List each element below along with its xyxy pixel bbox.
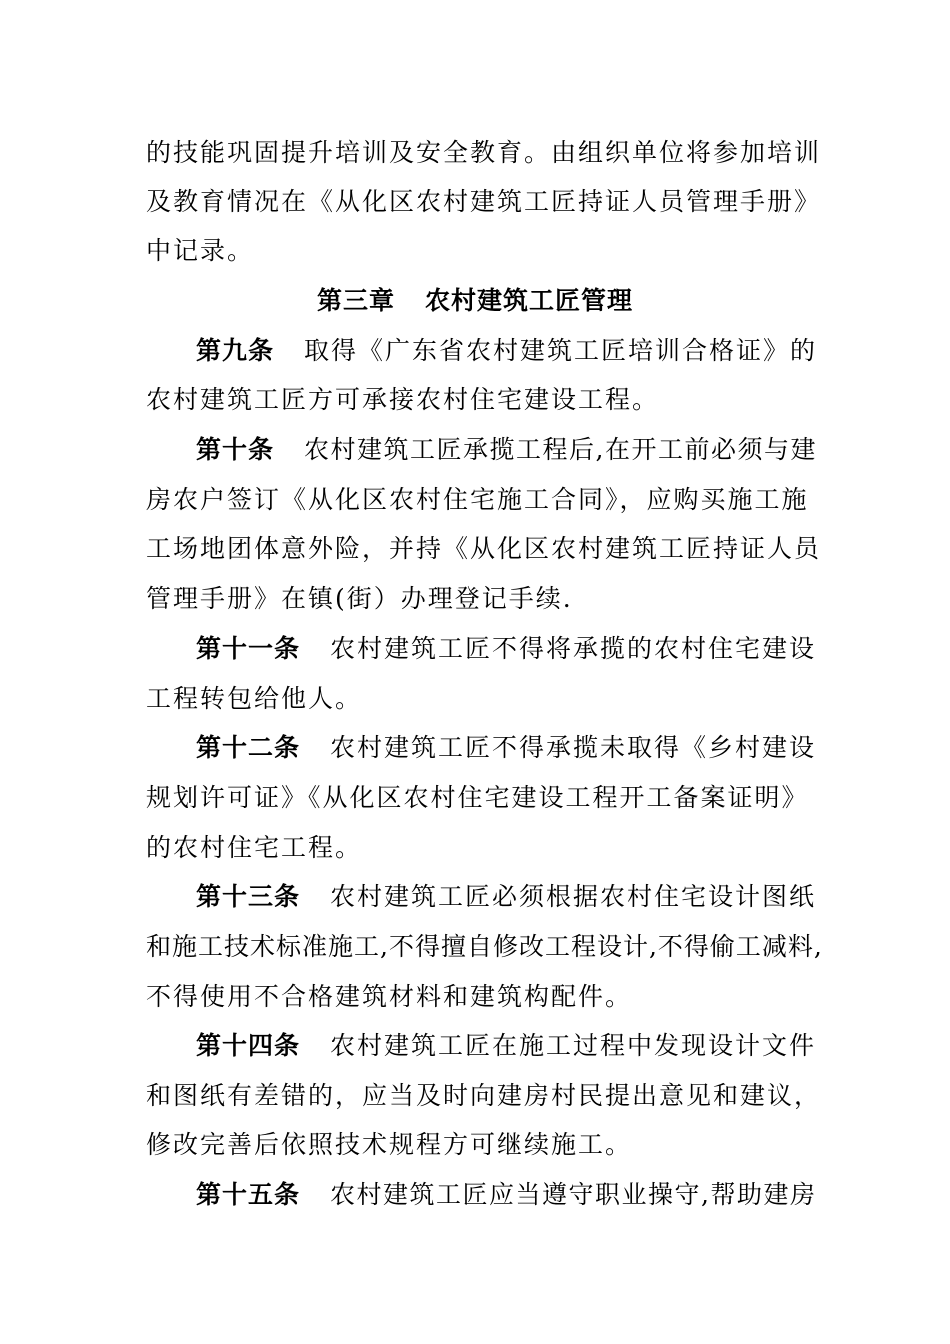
- article-line: 和图纸有差错的，应当及时向建房村民提出意见和建议，: [146, 1081, 822, 1110]
- article-label: 第十三条: [196, 882, 301, 911]
- article-first-line: [196, 1178, 816, 1212]
- intro-line: 及教育情况在《从化区农村建筑工匠持证人员管理手册》: [146, 187, 822, 216]
- article-label: 第十四条: [196, 1031, 301, 1060]
- article-label: 第九条: [196, 336, 275, 365]
- article-text: 农村建筑工匠承揽工程后,在开工前必须与建: [304, 435, 817, 464]
- article-line: 工场地团体意外险，并持《从化区农村建筑工匠持证人员: [146, 534, 822, 563]
- article-text: 农村建筑工匠不得将承揽的农村住宅建设: [330, 634, 817, 663]
- intro-line: 中记录。: [146, 236, 255, 265]
- article-line: 规划许可证》《从化区农村住宅建设工程开工备案证明》: [146, 783, 809, 812]
- article-label: 第十一条: [196, 634, 301, 663]
- article-first-line: [196, 433, 816, 467]
- article-first-line: [196, 880, 816, 914]
- article-first-line: [196, 1029, 816, 1063]
- article-line: 修改完善后依照技术规程方可继续施工。: [146, 1130, 633, 1159]
- article-text: 取得《广东省农村建筑工匠培训合格证》的: [304, 336, 818, 365]
- article-text: 农村建筑工匠必须根据农村住宅设计图纸: [330, 882, 817, 911]
- article-label: 第十条: [196, 435, 275, 464]
- article-line: 房农户签订《从化区农村住宅施工合同》，应购买施工施: [146, 485, 809, 514]
- chapter-title: 农村建筑工匠管理: [425, 286, 634, 315]
- article-line: 不得使用不合格建筑材料和建筑构配件。: [146, 982, 633, 1011]
- article-line: 的农村住宅工程。: [146, 833, 363, 862]
- article-line: 工程转包给他人。: [146, 684, 363, 713]
- chapter-number: 第三章: [316, 286, 395, 315]
- article-label: 第十五条: [196, 1180, 301, 1209]
- article-first-line: [196, 334, 816, 368]
- article-first-line: [196, 731, 816, 765]
- intro-line: 的技能巩固提升培训及安全教育。由组织单位将参加培训: [146, 138, 822, 167]
- article-text: 农村建筑工匠在施工过程中发现设计文件: [330, 1031, 817, 1060]
- article-text: 农村建筑工匠应当遵守职业操守,帮助建房: [330, 1180, 817, 1209]
- chapter-heading: [0, 284, 950, 318]
- article-label: 第十二条: [196, 733, 301, 762]
- article-text: 农村建筑工匠不得承揽未取得《乡村建设: [330, 733, 817, 762]
- article-line: 农村建筑工匠方可承接农村住宅建设工程。: [146, 385, 660, 414]
- article-line: 管理手册》在镇(街）办理登记手续.: [146, 584, 573, 613]
- article-first-line: [196, 632, 816, 666]
- article-line: 和施工技术标准施工,不得擅自修改工程设计,不得偷工减料,: [146, 932, 823, 961]
